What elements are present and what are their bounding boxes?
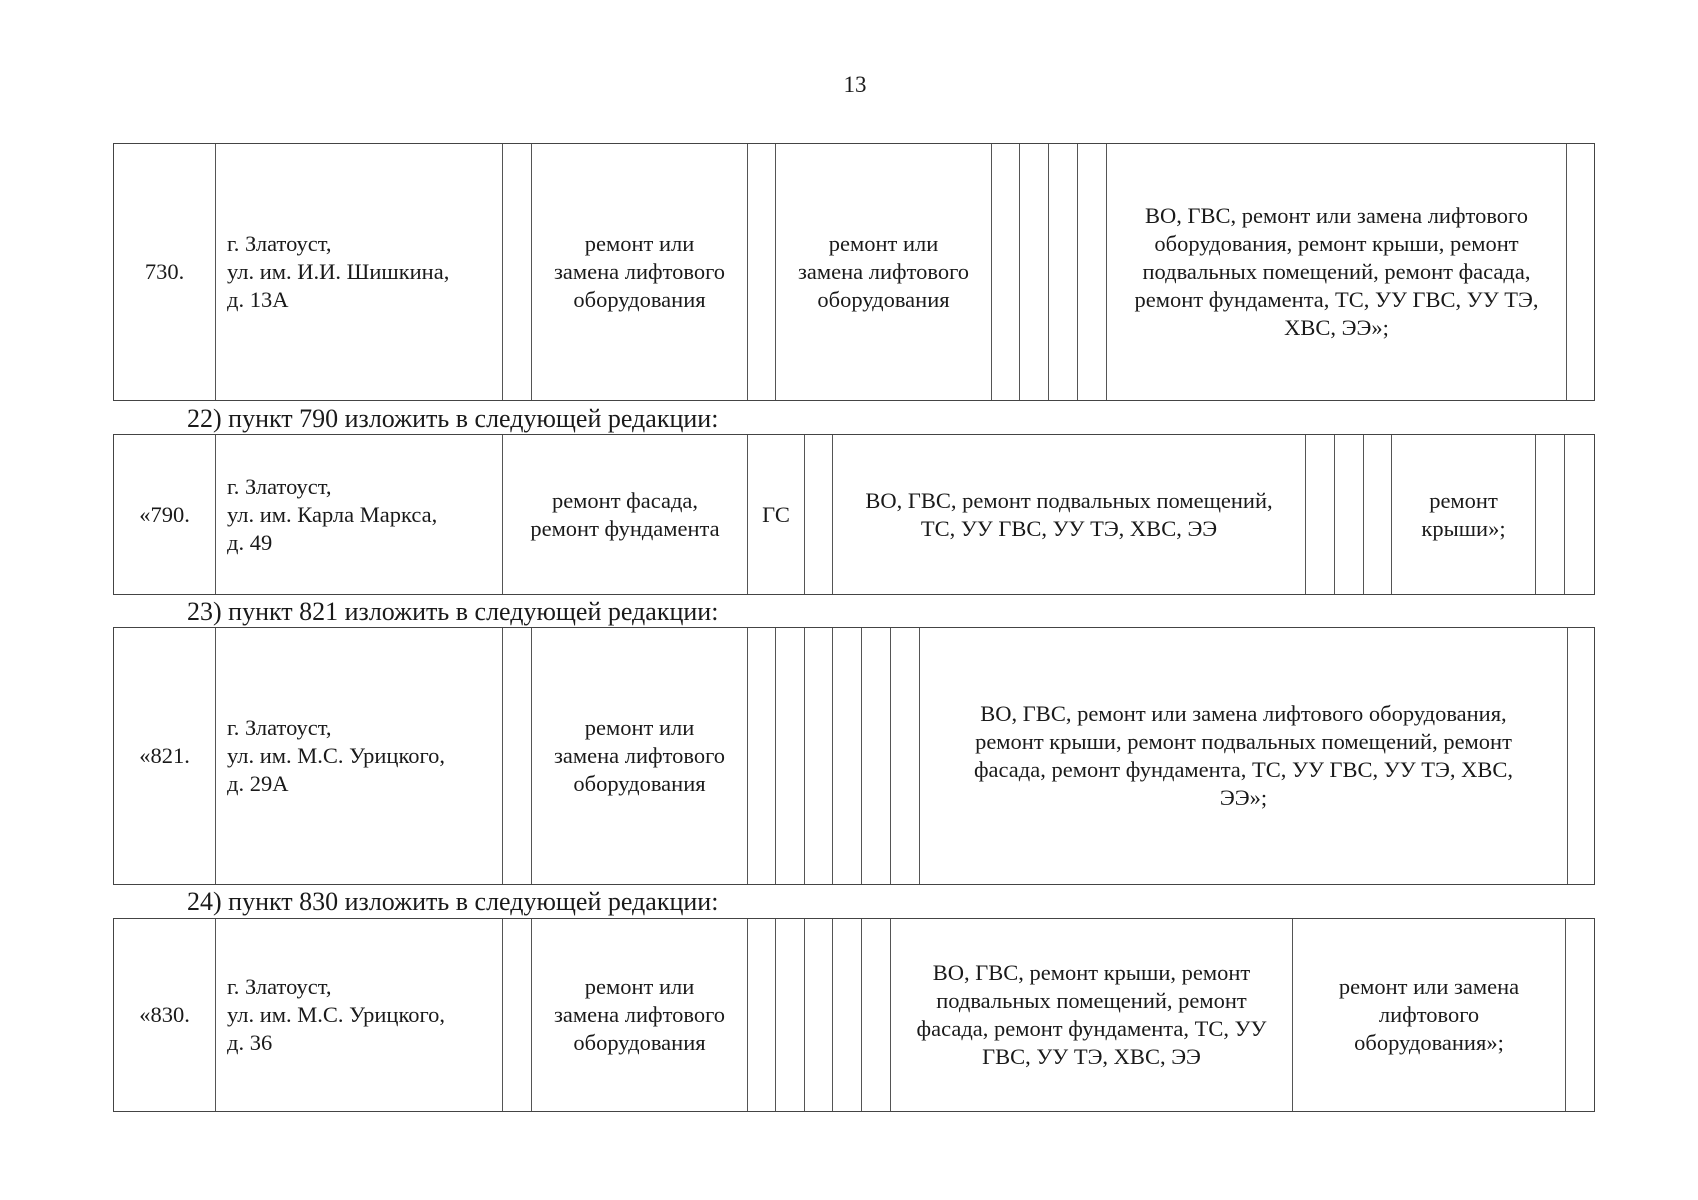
table-cell: ремонт крыши»; bbox=[1391, 435, 1535, 594]
row-number: 730. bbox=[144, 259, 185, 284]
table-cell bbox=[1566, 144, 1593, 400]
table-cell bbox=[1305, 435, 1334, 594]
table-cell: ГС bbox=[747, 435, 804, 594]
table-cell bbox=[1535, 435, 1564, 594]
table-item-730 bbox=[113, 143, 1595, 401]
table-cell: ремонт или замена лифтового оборудования bbox=[531, 919, 747, 1111]
table-cell bbox=[861, 628, 890, 884]
page-number: 13 bbox=[843, 72, 867, 97]
table-cell bbox=[502, 919, 531, 1111]
table-item-821 bbox=[113, 627, 1595, 885]
table-cell bbox=[861, 919, 890, 1111]
row-number: «821. bbox=[139, 743, 190, 768]
table-cell bbox=[775, 919, 804, 1111]
table-cell bbox=[832, 628, 861, 884]
table-cell bbox=[747, 919, 775, 1111]
section-heading-24: 24) пункт 830 изложить в следующей редакции: bbox=[187, 887, 719, 916]
table-cell bbox=[1334, 435, 1363, 594]
table-cell bbox=[747, 144, 775, 400]
table-cell: ВО, ГВС, ремонт крыши, ремонт подвальных помещений, ремонт фасада, ремонт фундамента, ТС, УУ ГВС, УУ ТЭ, ХВС, ЭЭ bbox=[890, 919, 1292, 1111]
table-cell: ремонт или замена лифтового оборудования bbox=[531, 144, 747, 400]
table-cell: ремонт фасада, ремонт фундамента bbox=[502, 435, 747, 594]
row-number: «790. bbox=[139, 501, 190, 527]
table-cell bbox=[1077, 144, 1106, 400]
table-cell bbox=[502, 628, 531, 884]
table-cell: ВО, ГВС, ремонт или замена лифтового оборудования, ремонт крыши, ремонт подвальных помещений, ремонт фасада, ремонт фундамента, ТС, УУ ГВС, УУ ТЭ, ХВС, ЭЭ»; bbox=[919, 628, 1567, 884]
table-cell bbox=[804, 919, 832, 1111]
table-cell bbox=[1363, 435, 1391, 594]
table-item-790 bbox=[113, 434, 1595, 595]
section-heading-22: 22) пункт 790 изложить в следующей редакции: bbox=[187, 404, 719, 433]
table-cell bbox=[890, 628, 919, 884]
row-number: «830. bbox=[139, 1002, 190, 1027]
table-cell bbox=[1565, 919, 1592, 1111]
table-cell bbox=[502, 144, 531, 400]
table-cell: ВО, ГВС, ремонт подвальных помещений, ТС, УУ ГВС, УУ ТЭ, ХВС, ЭЭ bbox=[832, 435, 1305, 594]
table-cell bbox=[804, 628, 832, 884]
table-item-830 bbox=[113, 918, 1595, 1112]
row-address: г. Златоуст, ул. им. И.И. Шишкина, д. 13А bbox=[215, 144, 502, 400]
table-cell bbox=[775, 628, 804, 884]
table-cell bbox=[1048, 144, 1077, 400]
table-cell bbox=[747, 628, 775, 884]
table-cell: ВО, ГВС, ремонт или замена лифтового оборудования, ремонт крыши, ремонт подвальных помещений, ремонт фасада, ремонт фундамента, ТС, УУ ГВС, УУ ТЭ, ХВС, ЭЭ»; bbox=[1106, 144, 1566, 400]
table-cell bbox=[991, 144, 1019, 400]
table-cell: ремонт или замена лифтового оборудования bbox=[775, 144, 991, 400]
row-address: г. Златоуст, ул. им. М.С. Урицкого, д. 29А bbox=[215, 628, 502, 884]
table-cell: ремонт или замена лифтового оборудования»; bbox=[1292, 919, 1565, 1111]
section-heading-23: 23) пункт 821 изложить в следующей редакции: bbox=[187, 597, 719, 626]
table-cell bbox=[832, 919, 861, 1111]
row-address: г. Златоуст, ул. им. Карла Маркса, д. 49 bbox=[215, 435, 502, 594]
table-cell: ремонт или замена лифтового оборудования bbox=[531, 628, 747, 884]
table-cell bbox=[1564, 435, 1593, 594]
table-cell bbox=[804, 435, 832, 594]
row-address: г. Златоуст, ул. им. М.С. Урицкого, д. 36 bbox=[215, 919, 502, 1111]
table-cell bbox=[1567, 628, 1594, 884]
table-cell bbox=[1019, 144, 1048, 400]
